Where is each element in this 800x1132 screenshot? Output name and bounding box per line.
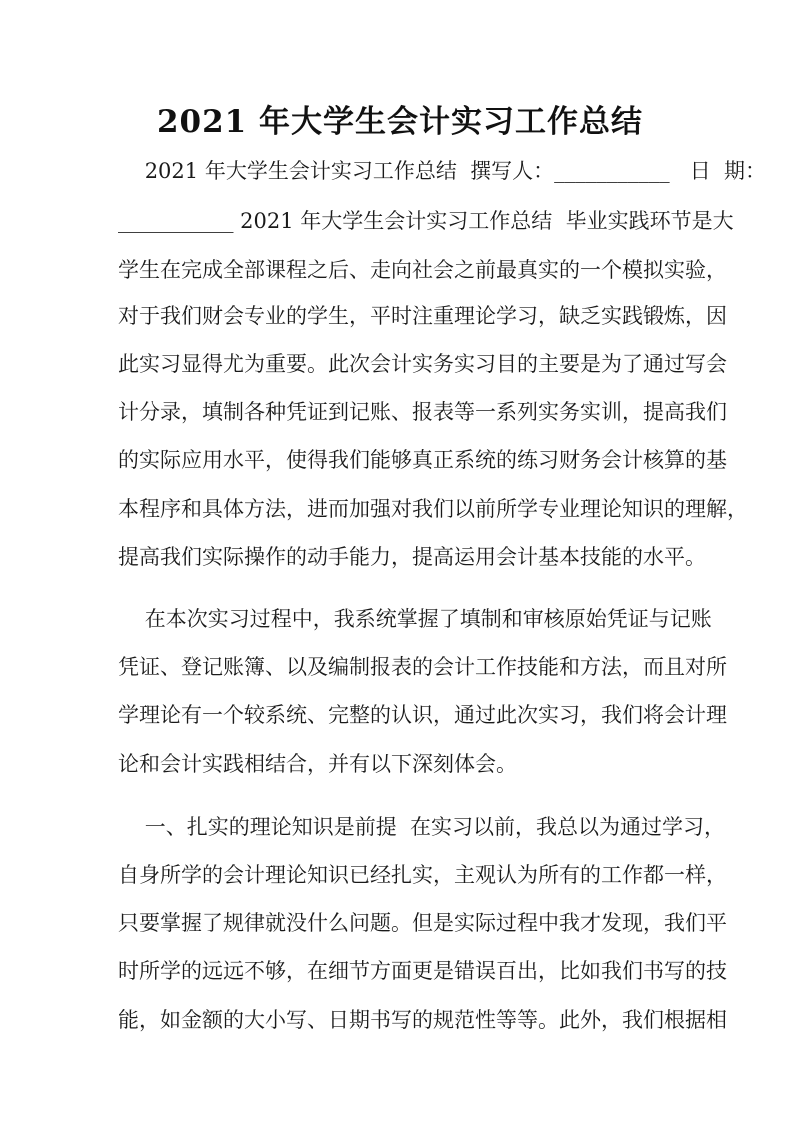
text-line: 对于我们财会专业的学生，平时注重理论学习，缺乏实践锻炼，因 xyxy=(118,304,727,328)
text-line: 只要掌握了规律就没什么问题。但是实际过程中我才发现，我们平 xyxy=(118,911,727,935)
text-line: 此实习显得尤为重要。此次会计实务实习目的主要是为了通过写会 xyxy=(118,352,727,376)
text-line: 2021 年大学生会计实习工作总结 撰写人：___________ 日 期： xyxy=(118,159,767,183)
text-line: 时所学的远远不够，在细节方面更是错误百出，比如我们书写的技 xyxy=(118,959,727,983)
text-line: ___________ 2021 年大学生会计实习工作总结 毕业实践环节是大 xyxy=(118,209,734,233)
text-line: 本程序和具体方法，进而加强对我们以前所学专业理论知识的理解， xyxy=(118,497,748,521)
text-line: 学理论有一个较系统、完整的认识，通过此次实习，我们将会计理 xyxy=(118,703,727,727)
text-line: 一、扎实的理论知识是前提 在实习以前，我总以为通过学习， xyxy=(118,815,726,839)
text-line: 自身所学的会计理论知识已经扎实，主观认为所有的工作都一样， xyxy=(118,863,727,887)
text-line: 学生在完成全部课程之后、走向社会之前最真实的一个模拟实验， xyxy=(118,258,727,282)
document-title: 2021 年大学生会计实习工作总结 xyxy=(156,104,644,140)
text-line: 在本次实习过程中，我系统掌握了填制和审核原始凭证与记账 xyxy=(118,607,712,631)
text-line: 提高我们实际操作的动手能力，提高运用会计基本技能的水平。 xyxy=(118,545,706,569)
text-line: 计分录，填制各种凭证到记账、报表等一系列实务实训，提高我们 xyxy=(118,400,727,424)
text-line: 论和会计实践相结合，并有以下深刻体会。 xyxy=(118,752,517,776)
text-line: 能，如金额的大小写、日期书写的规范性等等。此外，我们根据相 xyxy=(118,1008,727,1032)
text-line: 的实际应用水平，使得我们能够真正系统的练习财务会计核算的基 xyxy=(118,448,727,472)
text-line: 凭证、登记账簿、以及编制报表的会计工作技能和方法，而且对所 xyxy=(118,655,727,679)
